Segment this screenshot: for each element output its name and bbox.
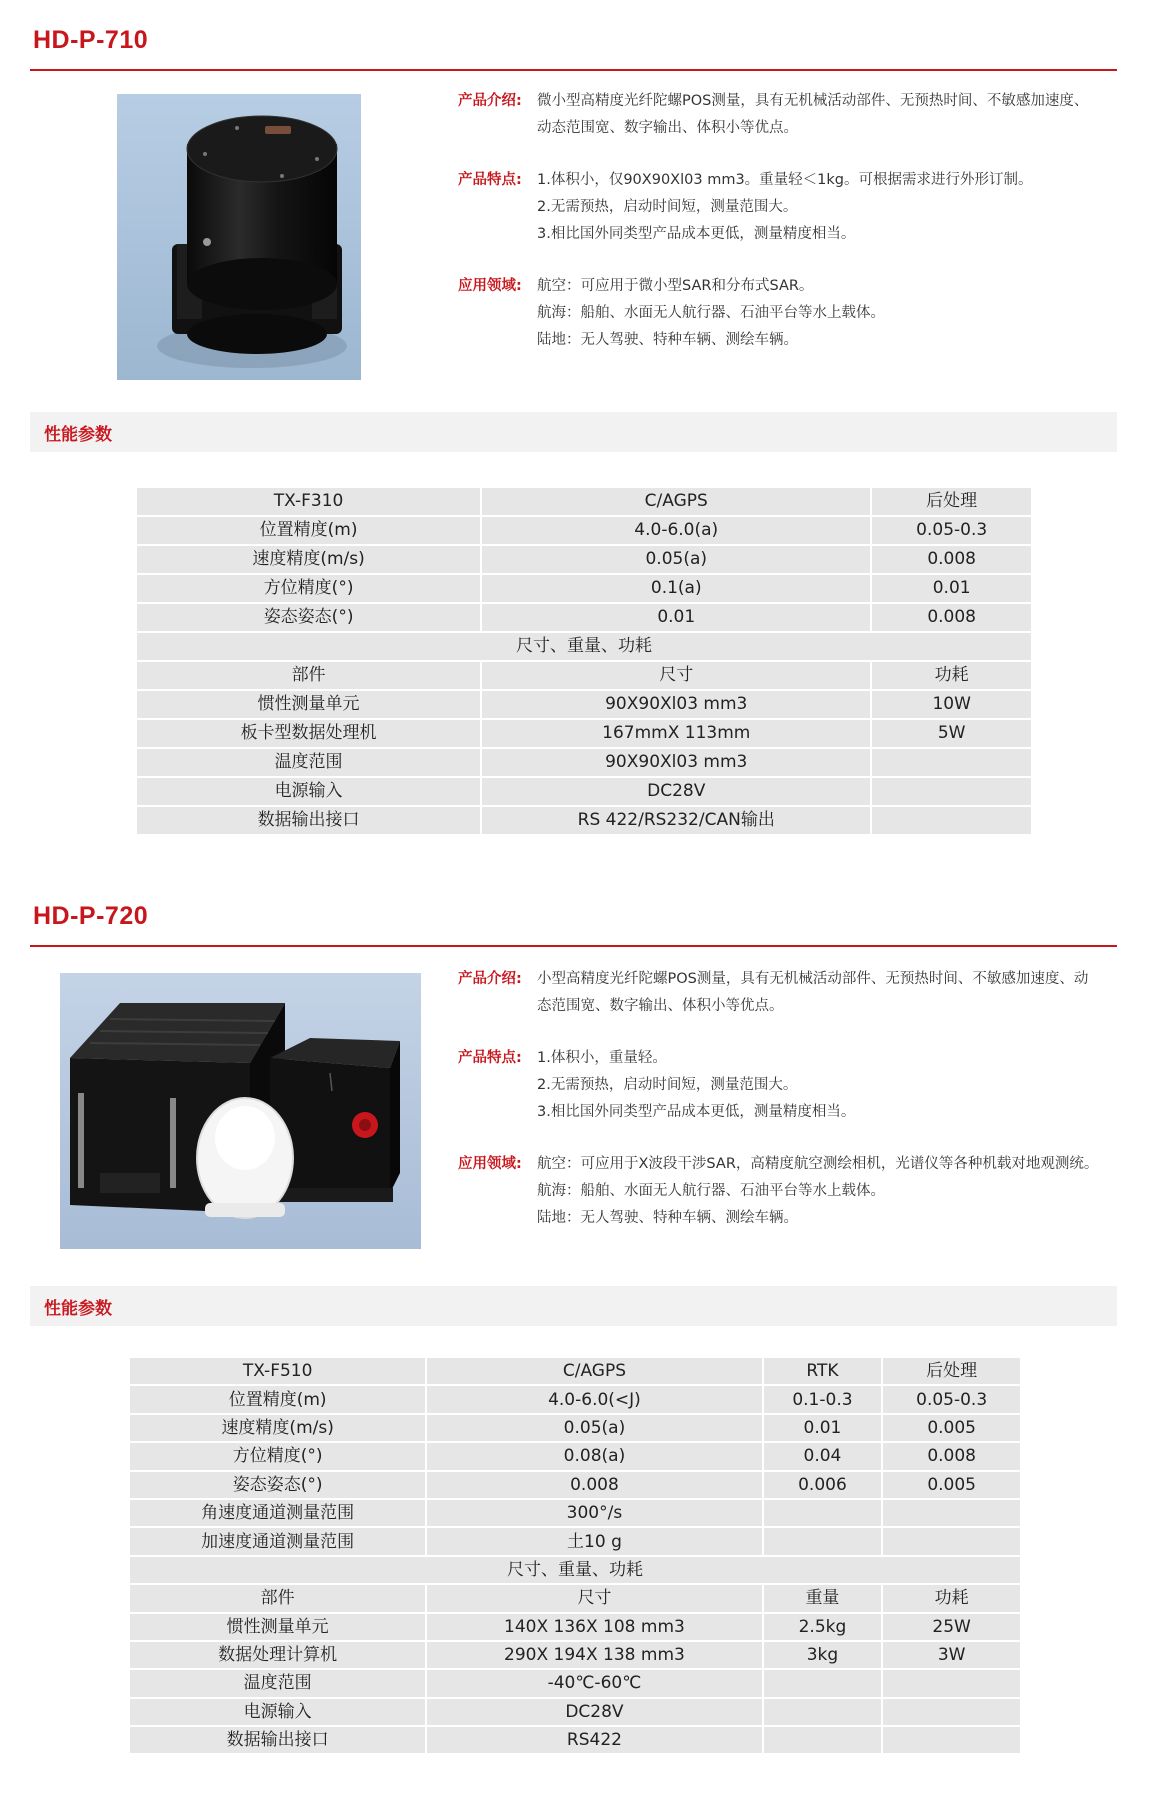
product-photo-cylinder <box>117 94 361 380</box>
table-row: 惯性测量单元 140X 136X 108 mm3 2.5kg 25W <box>130 1614 1020 1640</box>
intro-label: 产品介绍: <box>458 93 522 109</box>
product-photo-box-units <box>60 973 421 1249</box>
table-row: 速度精度(m/s) 0.05(a) 0.01 0.005 <box>130 1415 1020 1441</box>
applications-label: 应用领域: <box>458 1156 522 1172</box>
title-divider <box>30 945 1117 947</box>
table-row: 惯性测量单元 90X90Xl03 mm3 10W <box>137 691 1031 718</box>
table-row: 数据输出接口 RS 422/RS232/CAN输出 <box>137 807 1031 834</box>
spec-table-720 <box>128 1356 1022 1755</box>
table-row: 部件 尺寸 功耗 <box>137 662 1031 689</box>
table-row: 姿态姿态(°) 0.008 0.006 0.005 <box>130 1472 1020 1498</box>
table-row: 部件 尺寸 重量 功耗 <box>130 1585 1020 1611</box>
table-section-row: 尺寸、重量、功耗 <box>137 633 1031 660</box>
table-row: 电源输入 DC28V <box>130 1699 1020 1725</box>
table-section-row: 尺寸、重量、功耗 <box>130 1557 1020 1583</box>
params-header <box>30 412 1117 452</box>
table-row: 位置精度(m) 4.0-6.0(<J) 0.1-0.3 0.05-0.3 <box>130 1386 1020 1412</box>
features-label: 产品特点: <box>458 1050 522 1066</box>
table-row: 速度精度(m/s) 0.05(a) 0.008 <box>137 546 1031 573</box>
table-row: 数据输出接口 RS422 <box>130 1727 1020 1753</box>
table-row: 姿态姿态(°) 0.01 0.008 <box>137 604 1031 631</box>
features-text: 1.体积小，仅90X90Xl03 mm3。重量轻＜1kg。可根据需求进行外形订制。 2.无需预热，启动时间短，测量范围大。 3.相比国外同类型产品成本更低，测量精度相当。 <box>537 172 1033 242</box>
table-row: 加速度通道测量范围 土10 g <box>130 1528 1020 1554</box>
cylinder-device-image <box>117 94 361 380</box>
table-row: 方位精度(°) 0.1(a) 0.01 <box>137 575 1031 602</box>
table-row: 方位精度(°) 0.08(a) 0.04 0.008 <box>130 1443 1020 1469</box>
features-label: 产品特点: <box>458 172 522 188</box>
table-row: 数据处理计算机 290X 194X 138 mm3 3kg 3W <box>130 1642 1020 1668</box>
table-row: 温度范围 -40℃-60℃ <box>130 1670 1020 1696</box>
params-header <box>30 1286 1117 1326</box>
features-text: 1.体积小，重量轻。 2.无需预热，启动时间短，测量范围大。 3.相比国外同类型产品成本更低，测量精度相当。 <box>537 1050 856 1120</box>
table-row: 温度范围 90X90Xl03 mm3 <box>137 749 1031 776</box>
spec-table-710 <box>135 486 1033 836</box>
title-divider <box>30 69 1117 71</box>
table-row: 位置精度(m) 4.0-6.0(a) 0.05-0.3 <box>137 517 1031 544</box>
params-title: 性能参数 <box>44 1299 112 1319</box>
params-title: 性能参数 <box>44 425 112 445</box>
intro-text: 小型高精度光纤陀螺POS测量，具有无机械活动部件、无预热时间、不敏感加速度、动 态范围宽、数字输出、体积小等优点。 <box>537 971 1089 1014</box>
applications-text: 航空：可应用于微小型SAR和分布式SAR。 航海：船舶、水面无人航行器、石油平台等水上载体。 陆地：无人驾驶、特种车辆、测绘车辆。 <box>537 278 885 348</box>
intro-label: 产品介绍: <box>458 971 522 987</box>
table-row: 板卡型数据处理机 167mmX 113mm 5W <box>137 720 1031 747</box>
intro-text: 微小型高精度光纤陀螺POS测量，具有无机械活动部件、无预热时间、不敏感加速度、 动态范围宽、数字输出、体积小等优点。 <box>537 93 1089 136</box>
product-title: HD-P-710 <box>33 26 149 54</box>
table-row: 角速度通道测量范围 300°/s <box>130 1500 1020 1526</box>
applications-label: 应用领域: <box>458 278 522 294</box>
table-row: TX-F510 C/AGPS RTK 后处理 <box>130 1358 1020 1384</box>
applications-text: 航空：可应用于X波段干涉SAR，高精度航空测绘相机，光谱仪等各种机载对地观测统。 航海：船舶、水面无人航行器、石油平台等水上载体。 陆地：无人驾驶、特种车辆、测绘车辆。 <box>537 1156 1099 1226</box>
box-devices-image <box>60 973 421 1249</box>
product-title: HD-P-720 <box>33 902 149 930</box>
table-row: 电源输入 DC28V <box>137 778 1031 805</box>
table-row: TX-F310 C/AGPS 后处理 <box>137 488 1031 515</box>
